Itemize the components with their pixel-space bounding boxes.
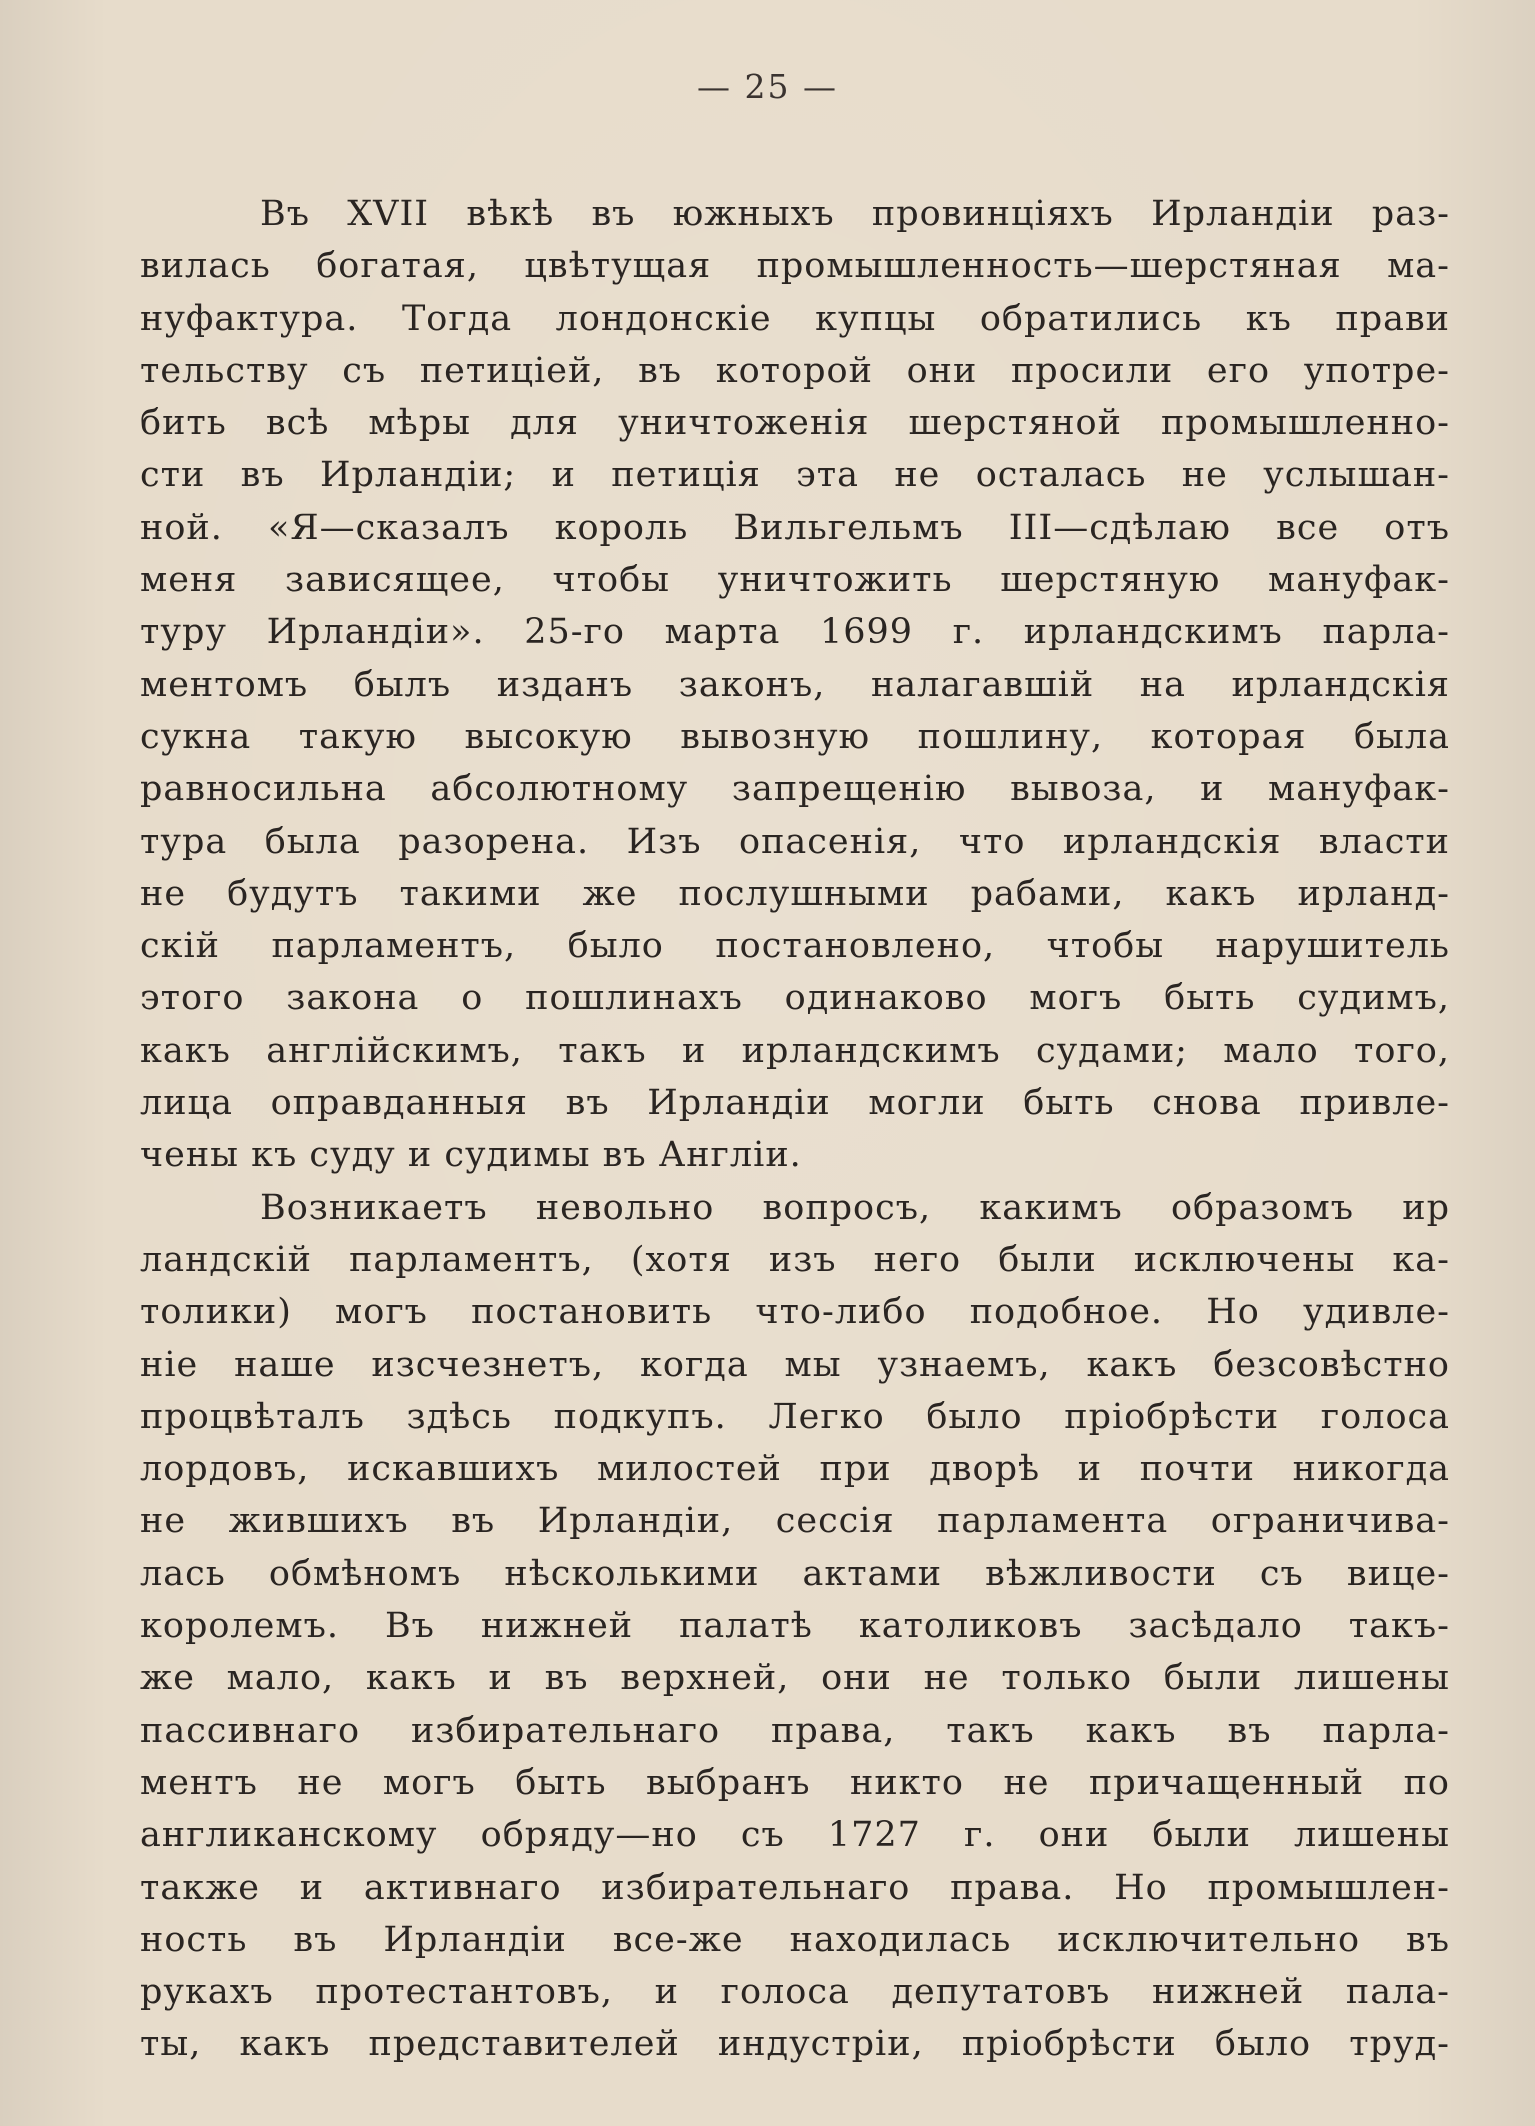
- text-line: ніе наше изсчезнетъ, когда мы узнаемъ, какъ безсовѣстно: [140, 1344, 1450, 1385]
- text-line: вилась богатая, цвѣтущая промышленность—шерстяная ма-: [140, 246, 1450, 287]
- text-line: ментъ не могъ быть выбранъ никто не причащенный по: [140, 1762, 1450, 1803]
- text-line: равносильна абсолютному запрещенію вывоза, и мануфак-: [140, 769, 1450, 810]
- text-line: лица оправданныя въ Ирландіи могли быть снова привле-: [140, 1083, 1450, 1124]
- text-line: сти въ Ирландіи; и петиція эта не осталась не услышан-: [140, 455, 1450, 496]
- text-line: тура была разорена. Изъ опасенія, что ирландскія власти: [140, 821, 1450, 862]
- text-line: ты, какъ представителей индустріи, пріобрѣсти было труд-: [140, 2024, 1450, 2065]
- text-line: пассивнаго избирательнаго права, такъ какъ въ парла-: [140, 1710, 1450, 1751]
- text-line: не будутъ такими же послушными рабами, какъ ирланд-: [140, 873, 1450, 914]
- text-line: сукна такую высокую вывозную пошлину, которая была: [140, 716, 1450, 757]
- text-line: бить всѣ мѣры для уничтоженія шерстяной промышленно-: [140, 403, 1450, 444]
- text-line: Возникаетъ невольно вопросъ, какимъ образомъ ир: [260, 1187, 1450, 1228]
- body-text: [140, 188, 1450, 2071]
- text-line: меня зависящее, чтобы уничтожить шерстяную мануфак-: [140, 560, 1450, 601]
- text-line: процвѣталъ здѣсь подкупъ. Легко было пріобрѣсти голоса: [140, 1396, 1450, 1437]
- text-line: англиканскому обряду—но съ 1727 г. они были лишены: [140, 1815, 1450, 1856]
- text-line: тельству съ петиціей, въ которой они просили его употре-: [140, 350, 1450, 391]
- page-header: [0, 56, 1535, 116]
- text-line: же мало, какъ и въ верхней, они не только были лишены: [140, 1658, 1450, 1699]
- text-line: ментомъ былъ изданъ законъ, налагавшій на ирландскія: [140, 664, 1450, 705]
- paragraph: [140, 1182, 1450, 2071]
- text-line: лась обмѣномъ нѣсколькими актами вѣжливости съ вице-: [140, 1553, 1450, 1594]
- text-line: лордовъ, искавшихъ милостей при дворѣ и почти никогда: [140, 1449, 1450, 1490]
- text-line: не жившихъ въ Ирландіи, сессія парламента ограничива-: [140, 1501, 1450, 1542]
- text-line: ной. «Я—сказалъ король Вильгельмъ III—сдѣлаю все отъ: [140, 507, 1450, 548]
- text-line: какъ англійскимъ, такъ и ирландскимъ судами; мало того,: [140, 1030, 1450, 1071]
- text-line: туру Ирландіи». 25-го марта 1699 г. ирландскимъ парла-: [140, 612, 1450, 653]
- text-line: нуфактура. Тогда лондонскіе купцы обратились къ прави: [140, 298, 1450, 339]
- text-line: толики) могъ постановить что-либо подобное. Но удивле-: [140, 1292, 1450, 1333]
- text-line: также и активнаго избирательнаго права. Но промышлен-: [140, 1867, 1450, 1908]
- text-line: ность въ Ирландіи все-же находилась исключительно въ: [140, 1919, 1450, 1960]
- text-line: скій парламентъ, было постановлено, чтобы нарушитель: [140, 926, 1450, 967]
- text-line: королемъ. Въ нижней палатѣ католиковъ засѣдало такъ-: [140, 1606, 1450, 1647]
- page-number: — 25 —: [697, 66, 838, 106]
- text-line: чены къ суду и судимы въ Англіи.: [140, 1135, 802, 1176]
- text-line: Въ XVII вѣкѣ въ южныхъ провинціяхъ Ирландіи раз-: [260, 194, 1450, 234]
- paragraph: [140, 188, 1450, 1182]
- text-line: рукахъ протестантовъ, и голоса депутатовъ нижней пала-: [140, 1972, 1450, 2013]
- text-line: ландскій парламентъ, (хотя изъ него были исключены ка-: [140, 1239, 1450, 1280]
- text-line: этого закона о пошлинахъ одинаково могъ быть судимъ,: [140, 978, 1450, 1019]
